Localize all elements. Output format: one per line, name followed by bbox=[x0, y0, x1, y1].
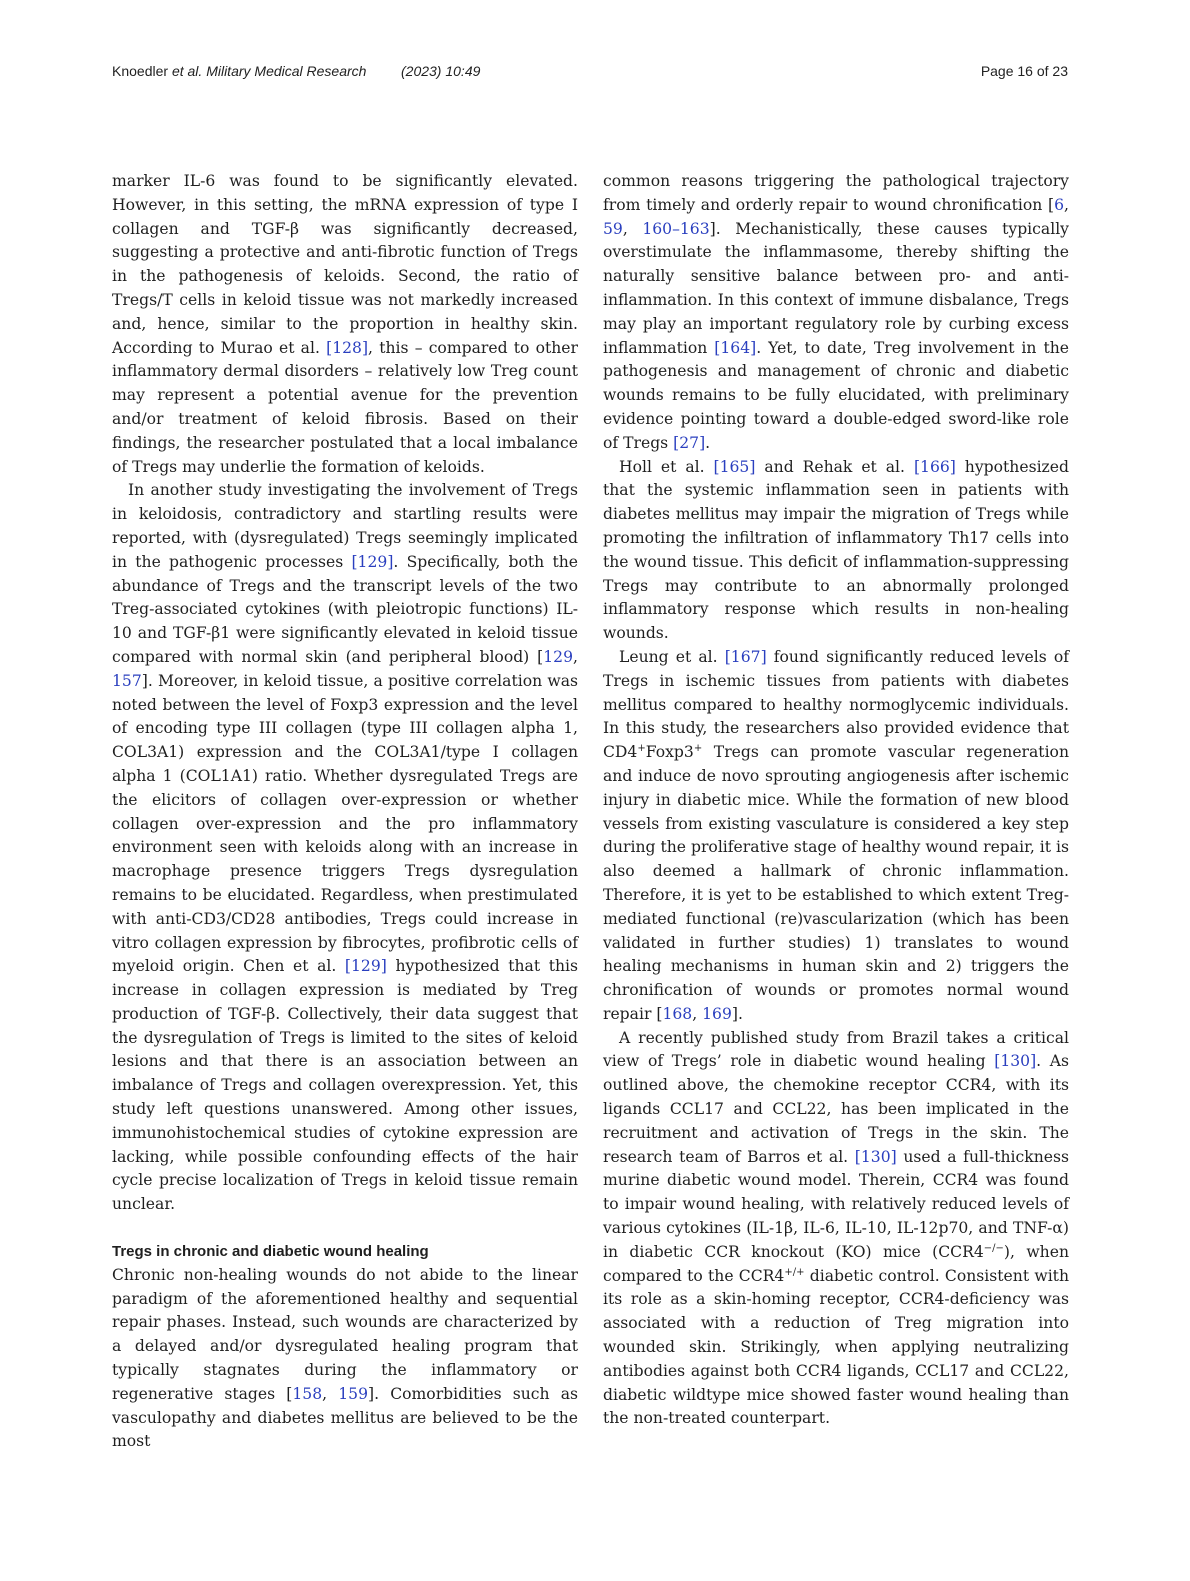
text-run: Leung et al. bbox=[619, 647, 725, 666]
citation-link[interactable]: [167] bbox=[724, 647, 767, 666]
text-run: hypothesized that the systemic inflammation seen in patients with diabetes mellitus may impair the migration of Tregs while promoting the infiltration of inflammatory Th17 cells into the wound tissue. This deficit of inflammation-suppressing Tregs may contribute to an abnormally prolonged inflammatory response which results in non-healing wounds. bbox=[603, 457, 1069, 643]
text-run: ]. Comorbidities such as vasculopathy and diabetes mellitus are believed to be the most bbox=[112, 1384, 578, 1451]
text-run: , bbox=[1064, 195, 1069, 214]
superscript: +/+ bbox=[784, 1266, 805, 1278]
paragraph bbox=[112, 479, 578, 1217]
citation-link[interactable]: [27] bbox=[673, 433, 706, 452]
paragraph bbox=[112, 1264, 578, 1454]
citation-link[interactable]: [130] bbox=[994, 1052, 1037, 1071]
paragraph bbox=[603, 1027, 1069, 1432]
citation-link[interactable]: 160–163 bbox=[642, 219, 710, 238]
citation-link[interactable]: [129] bbox=[351, 552, 394, 571]
text-run: , this – compared to other inflammatory dermal disorders – relatively low Treg count may represent a potential avenue for the prevention and/or treatment of keloid fibrosis. Based on their findings, the researcher postulated that a local imbalance of Tregs may underlie the formation of keloids. bbox=[112, 338, 578, 476]
text-run: . As outlined above, the chemokine receptor CCR4, with its ligands CCL17 and CCL22, has been implicated in the recruitment and activation of Tregs in the skin. The research team of Barros et al. bbox=[603, 1052, 1069, 1166]
citation-link[interactable]: 6 bbox=[1054, 195, 1065, 214]
text-run: marker IL-6 was found to be significantly elevated. However, in this setting, the mRNA expression of type I collagen and TGF-β was significantly decreased, suggesting a protective and anti-fibrotic function of Tregs in the pathogenesis of keloids. Second, the ratio of Tregs/T cells in keloid tissue was not markedly increased and, hence, similar to the proportion in healthy skin. According to Murao et al. bbox=[112, 172, 578, 357]
citation-link[interactable]: 168 bbox=[662, 1004, 693, 1023]
citation-link[interactable]: [164] bbox=[714, 338, 757, 357]
paragraph bbox=[603, 170, 1069, 456]
text-run: A recently published study from Brazil takes a critical view of Tregs’ role in diabetic wound healing bbox=[603, 1028, 1069, 1071]
left-column bbox=[112, 170, 578, 1454]
text-run: hypothesized that this increase in collagen expression is mediated by Treg production of TGF-β. Collectively, their data suggest that the dysregulation of Tregs is limited to the sites of keloid lesions and that there is an association between an imbalance of Tregs and collagen overexpression. Yet, this study left questions unanswered. Among other issues, immunohistochemical studies of cytokine expression are lacking, while possible confounding effects of the hair cycle precise localization of Tregs in keloid tissue remain unclear. bbox=[112, 957, 578, 1214]
text-run: Chronic non-healing wounds do not abide to the linear paradigm of the aforementioned healthy and sequential repair phases. Instead, such wounds are characterized by a delayed and/or dysregulated healing program that typically stagnates during the inflammatory or regenerative stages [ bbox=[112, 1265, 578, 1403]
citation-link[interactable]: 169 bbox=[702, 1004, 732, 1023]
right-column bbox=[603, 170, 1069, 1431]
citation-link[interactable]: [130] bbox=[854, 1147, 897, 1166]
text-run: , bbox=[322, 1384, 339, 1403]
header-journal: Military Medical Research bbox=[206, 63, 367, 79]
citation-link[interactable]: 129 bbox=[543, 647, 574, 666]
header-etal: et al. bbox=[171, 63, 203, 79]
text-run: . Specifically, both the abundance of Tregs and the transcript levels of the two Treg-associated cytokines (with pleiotropic functions) IL-10 and TGF-β1 were significantly elevated in keloid tissue compared with normal skin (and peripheral blood) [ bbox=[112, 552, 578, 666]
citation-link[interactable]: 59 bbox=[603, 219, 623, 238]
citation-link[interactable]: 158 bbox=[292, 1384, 323, 1403]
text-run: In another study investigating the involvement of Tregs in keloidosis, contradictory and startling results were reported, with (dysregulated) Tregs seemingly implicated in the pathogenic processes bbox=[112, 481, 578, 571]
page-number: Page 16 of 23 bbox=[980, 63, 1068, 79]
text-run: , bbox=[692, 1004, 703, 1023]
text-run: ]. Mechanistically, these causes typically overstimulate the inflammasome, thereby shifting the naturally sensitive balance between pro- and anti-inflammation. In this context of immune disbalance, Tregs may play an important regulatory role by curbing excess inflammation bbox=[603, 219, 1069, 357]
citation-link[interactable]: 157 bbox=[112, 671, 142, 690]
superscript: + bbox=[693, 743, 703, 755]
citation-link[interactable]: 159 bbox=[338, 1384, 369, 1403]
text-run: ]. Moreover, in keloid tissue, a positive correlation was noted between the level of Foxp3 expression and the level of encoding type III collagen (type III collagen alpha 1, COL3A1) expression and the COL3A1/type I collagen alpha 1 (COL1A1) ratio. Whether dysregulated Tregs are the elicitors of collagen over-expression or whether collagen over-expression and the pro inflammatory environment seen with keloids along with an increase in macrophage presence triggers Tregs dysregulation remains to be elucidated. Regardless, when prestimulated with anti-CD3/CD28 antibodies, Tregs could increase in vitro collagen expression by fibrocytes, profibrotic cells of myeloid origin. Chen et al. bbox=[112, 671, 578, 976]
text-run: Foxp3 bbox=[645, 743, 694, 762]
text-run: common reasons triggering the pathological trajectory from timely and orderly repair to wound chronification [ bbox=[603, 172, 1069, 214]
journal-citation bbox=[112, 63, 366, 79]
citation-link[interactable]: [165] bbox=[713, 457, 756, 476]
text-run: and Rehak et al. bbox=[755, 457, 914, 476]
text-run: diabetic control. Consistent with its role as a skin-homing receptor, CCR4-deficiency was associated with a reduction of Treg migration into wounded skin. Strikingly, when applying neutralizing antibodies against both CCR4 ligands, CCL17 and CCL22, diabetic wildtype mice showed faster wound healing than the non-treated counterpart. bbox=[603, 1266, 1069, 1428]
citation-link[interactable]: [129] bbox=[344, 957, 387, 976]
text-run: , bbox=[573, 647, 578, 666]
text-run: ), when compared to the CCR4 bbox=[603, 1242, 1069, 1285]
citation-link[interactable]: [166] bbox=[913, 457, 956, 476]
header-authors: Knoedler bbox=[112, 63, 169, 79]
text-run: found significantly reduced levels of Tregs in ischemic tissues from patients with diabetes mellitus compared to healthy normoglycemic individuals. In this study, the researchers also provided evidence that CD4 bbox=[603, 647, 1070, 762]
text-run: ]. bbox=[731, 1004, 743, 1023]
superscript: −/− bbox=[983, 1242, 1004, 1254]
running-header bbox=[112, 63, 1068, 85]
text-run: . bbox=[705, 433, 711, 452]
superscript: + bbox=[637, 743, 646, 755]
paragraph bbox=[112, 170, 578, 479]
paragraph bbox=[603, 456, 1069, 646]
text-run: . Yet, to date, Treg involvement in the pathogenesis and management of chronic and diabetic wounds remains to be fully elucidated, with preliminary evidence pointing toward a double-edged sword-like role of Tregs bbox=[603, 338, 1069, 452]
text-run: Tregs can promote vascular regeneration and induce de novo sprouting angiogenesis after ischemic injury in diabetic mice. While the formation of new blood vessels from existing vasculature is considered a key step during the proliferative stage of healthy wound repair, it is also deemed a hallmark of chronic inflammation. Therefore, it is yet to be established to which extent Treg-mediated functional (re)vascularization (which has been validated in further studies) 1) translates to wound healing mechanisms in human skin and 2) triggers the chronification of wounds or promotes normal wound repair [ bbox=[603, 743, 1069, 1023]
text-run: used a full-thickness murine diabetic wound model. Therein, CCR4 was found to impair wound healing, with relatively reduced levels of various cytokines (IL-1β, IL-6, IL-10, IL-12p70, and TNF-α) in diabetic CCR knockout (KO) mice (CCR4 bbox=[603, 1147, 1069, 1261]
text-run: Holl et al. bbox=[619, 457, 714, 476]
paragraph bbox=[603, 646, 1069, 1027]
header-year-volume: (2023) 10:49 bbox=[401, 63, 481, 79]
text-run: , bbox=[622, 219, 643, 238]
section-heading: Tregs in chronic and diabetic wound healing bbox=[112, 1243, 429, 1261]
citation-link[interactable]: [128] bbox=[326, 338, 369, 357]
